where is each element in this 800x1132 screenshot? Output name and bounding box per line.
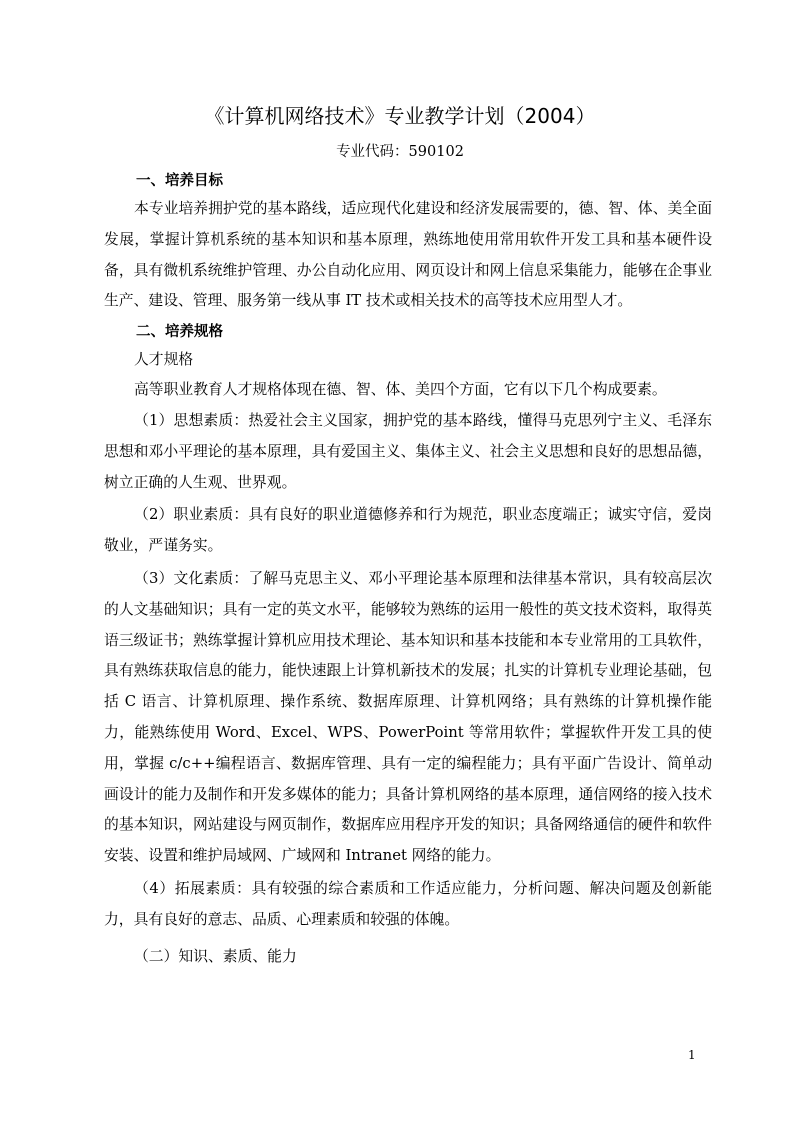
item-extended: （4）拓展素质：具有较强的综合素质和工作适应能力，分析问题、解决问题及创新能力，具有良好的意志、品质、心理素质和较强的体魄。	[104, 879, 712, 928]
document-body	[104, 168, 712, 972]
item-cultural: （3）文化素质：了解马克思主义、邓小平理论基本原理和法律基本常识，具有较高层次的人文基础知识；具有一定的英文水平，能够较为熟练的运用一般性的英文技术资料，取得英语三级证书；熟练掌握计算机应用技术理论、基本知识和基本技能和本专业常用的工具软件，具有熟练获取信息的能力，能快速跟上计算机新技术的发展；扎实的计算机专业理论基础，包括 C 语言、计算机原理、操作系统、数据库原理、计算机网络；具有熟练的计算机操作能力，能熟练使用 Word、Excel、WPS、PowerPoint 等常用软件；掌握软件开发工具的使用，掌握 c/c++编程语言、数据库管理、具有一定的编程能力；具有平面广告设计、简单动画设计的能力及制作和开发多媒体的能力；具备计算机网络的基本原理，通信网络的接入技术的基本知识，网站建设与网页制作，数据库应用程序开发的知识；具备网络通信的硬件和软件安装、设置和维护局域网、广域网和 Intranet 网络的能力。	[104, 569, 712, 865]
document-title: 《计算机网络技术》专业教学计划（2004）	[204, 104, 596, 128]
item-professional: （2）职业素质：具有良好的职业道德修养和行为规范，职业态度端正；诚实守信，爱岗敬业，严谨务实。	[104, 506, 712, 555]
page-number: 1	[688, 1048, 696, 1062]
item-ideological: （1）思想素质：热爱社会主义国家，拥护党的基本路线，懂得马克思列宁主义、毛泽东思想和邓小平理论的基本原理，具有爱国主义、集体主义、社会主义思想和良好的思想品德，树立正确的人生观、世界观。	[104, 411, 712, 491]
major-code: 专业代码：590102	[336, 144, 464, 160]
section-heading-specs: 二、培养规格	[136, 324, 223, 341]
goals-paragraph: 本专业培养拥护党的基本路线，适应现代化建设和经济发展需要的，德、智、体、美全面发展，掌握计算机系统的基本知识和基本原理，熟练地使用常用软件开发工具和基本硬件设备，具有微机系统维护管理、办公自动化应用、网页设计和网上信息采集能力，能够在企事业生产、建设、管理、服务第一线从事 IT 技术或相关技术的高等技术应用型人才。	[104, 200, 712, 310]
intro-paragraph: 高等职业教育人才规格体现在德、智、体、美四个方面，它有以下几个构成要素。	[134, 381, 667, 399]
section-heading-goals: 一、培养目标	[136, 173, 223, 189]
talent-spec-label: 人才规格	[134, 351, 194, 369]
subsection-label: （二）知识、素质、能力	[134, 947, 297, 965]
